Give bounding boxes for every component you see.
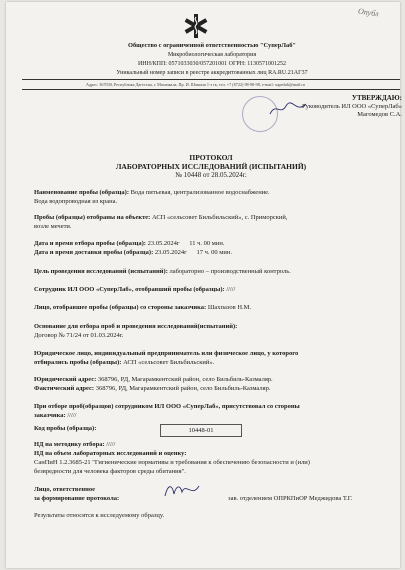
footer-note: Результаты относятся к исследуемому образцу. [34, 512, 165, 519]
customer-line [34, 304, 251, 311]
nd-scope-line-2: безвредности для человека факторов среды обитания". [34, 468, 186, 475]
date-delivered-line [34, 249, 232, 256]
fact-address-line [34, 385, 270, 392]
header-lab-name: Микробиологическая лаборатория [167, 52, 257, 58]
star-of-life-logo [182, 12, 210, 40]
date-taken-value: 23.05.2024г 11 ч. 00 мин. [147, 240, 225, 247]
present-line-1: При отборе проб(образцов) сотрудником ИЛ ООО «СуперЛаб», присутствовал со стороны [34, 403, 300, 410]
legal-entity-label: отбирались пробы (образцы): [34, 359, 122, 366]
nd-method-label: НД на методику отбора: [34, 441, 105, 448]
fact-address-value: 368796, РД, Магарамкентский район, село Бильбиль-Казмаляр. [95, 385, 271, 392]
basis-value: Договор № 71/24 от 01.03.2024г. [34, 332, 124, 339]
header-rule-top [22, 79, 400, 80]
jur-address-value: 368796, РД, Магарамкентский район, село Бильбиль-Казмаляр. [97, 376, 273, 383]
responsible-line-2: за формирование протокола: [34, 495, 120, 502]
customer-label: Лицо, отобравшее пробы (образцы) со стороны заказчика: [34, 304, 207, 311]
code-label: Код пробы (образца): [34, 425, 97, 432]
nd-method-line [34, 441, 115, 448]
corner-handwritten-note: Опубл [357, 6, 380, 19]
sample-name-line [34, 189, 270, 196]
header-ids: ИНН/КПП: 0571033030/057201001 ОГРН: 1130571001252 [137, 61, 287, 67]
legal-entity-line-1: Юридическое лицо, индивидуальный предприниматель или физическое лицо, у которого [34, 350, 299, 357]
purpose-label: Цель проведения исследований (испытаний): [34, 268, 168, 275]
sample-code-box: 10448-01 [160, 424, 242, 437]
customer-value: Шахпазов Н.М. [207, 304, 252, 311]
purpose-line [34, 268, 291, 275]
nd-scope-label: НД на объем лабораторных исследований и оценку: [34, 450, 187, 457]
date-taken-label: Дата и время отбора пробы (образца): [34, 240, 146, 247]
legal-entity-value: АСП «сельсовет Бильбильский». [123, 359, 215, 366]
header-address: Адрес: 367030, Республика Дагестан, г. Махачкала, Пр. И. Шамиля 1-з гк, тел. +7 (8722) 98-98-98, e-mail: superlab@mail.ru [86, 82, 305, 87]
sample-name-value-2: Вода водопроводная из крана. [34, 198, 118, 205]
protocol-subtitle: ЛАБОРАТОРНЫХ ИССЛЕДОВАНИЙ (ИСПЫТАНИЙ) [115, 162, 307, 171]
present-value: ///// [67, 412, 77, 419]
employee-label: Сотрудник ИЛ ООО «СуперЛаб», отобравший пробы (образцы): [34, 286, 225, 293]
purpose-value: лабораторно – производственный контроль. [169, 268, 291, 275]
taken-object-line [34, 214, 288, 221]
taken-object-value: АСП «сельсовет Бильбильский», с. Приморский, [151, 214, 288, 221]
nd-method-value: ///// [106, 441, 116, 448]
nd-scope-line-1: СанПиН 1.2.3685-21 "Гигиенические нормативы и требования к обеспечению безопасности и (или) [34, 459, 310, 466]
protocol-number: № 10448 от 28.05.2024г. [175, 171, 247, 179]
sample-name-value: Вода питьевая, централизованное водоснабжение. [130, 189, 270, 196]
jur-address-line [34, 376, 273, 383]
approve-title: УТВЕРЖДАЮ: [351, 94, 402, 102]
date-delivered-value: 23.05.2024г 17 ч. 00 мин. [154, 249, 233, 256]
responsible-name: зав. отделением ОПРКПиОР Меджидова Т.Г. [228, 495, 353, 502]
legal-entity-line-2 [34, 359, 214, 366]
employee-line [34, 286, 235, 293]
taken-object-value-2: возле мечети. [34, 223, 72, 230]
responsible-line-1: Лицо, ответственное [34, 486, 95, 493]
responsible-signature [162, 480, 202, 500]
present-line-2 [34, 412, 76, 419]
sample-name-label: Наименование пробы (образца): [34, 189, 129, 196]
fact-address-label: Фактический адрес: [34, 385, 95, 392]
document-page [6, 2, 400, 568]
jur-address-label: Юридический адрес: [34, 376, 97, 383]
date-delivered-label: Дата и время доставки пробы (образца): [34, 249, 154, 256]
date-taken-line [34, 240, 224, 247]
header-org-name: Общество с ограниченной ответственностью "СуперЛаб" [128, 42, 296, 49]
header-registry: Уникальный номер записи в реестре аккредитованных лиц RA.RU.21АГ37 [116, 70, 308, 76]
header-rule-bottom [22, 89, 400, 90]
taken-object-label: Пробы (образцы) отобраны на объекте: [34, 214, 151, 221]
employee-value: ///// [226, 286, 236, 293]
approve-position: Руководитель ИЛ ООО «СуперЛаб» [302, 103, 402, 110]
basis-label: Основание для отбора проб и проведения исследований(испытаний): [34, 323, 238, 330]
approve-name: Магомедов С.А. [357, 111, 402, 118]
protocol-title: ПРОТОКОЛ [189, 153, 233, 162]
present-label: заказчика: [34, 412, 66, 419]
